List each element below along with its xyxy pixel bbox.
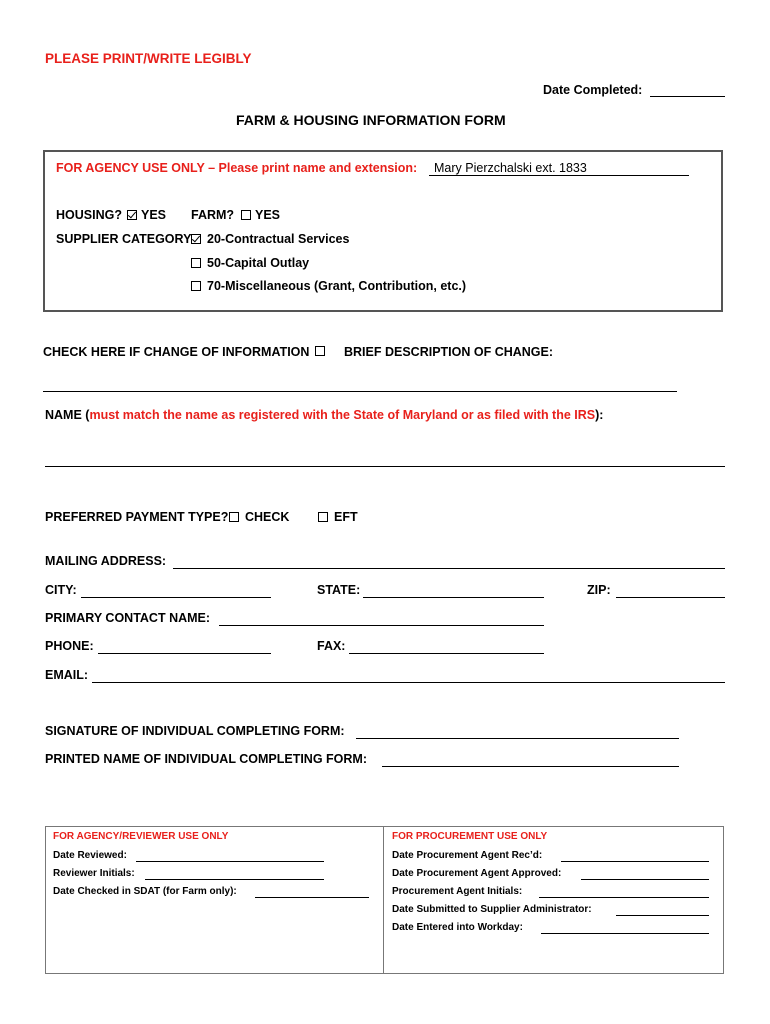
payment-eft-label: EFT — [334, 510, 358, 524]
reviewer-initials-label: Reviewer Initials: — [53, 868, 135, 879]
state-field[interactable] — [363, 597, 544, 598]
phone-field[interactable] — [98, 653, 271, 654]
agency-name-underline — [429, 175, 689, 176]
legibility-notice: PLEASE PRINT/WRITE LEGIBLY — [45, 51, 252, 66]
date-completed-field[interactable] — [650, 96, 725, 97]
entered-workday-label: Date Entered into Workday: — [392, 922, 523, 933]
fax-field[interactable] — [349, 653, 544, 654]
printed-name-field[interactable] — [382, 766, 679, 767]
change-info-checkbox[interactable] — [315, 346, 325, 356]
reviewer-initials-field[interactable] — [145, 879, 324, 880]
mailing-address-field[interactable] — [173, 568, 725, 569]
email-field[interactable] — [92, 682, 725, 683]
change-description-label: BRIEF DESCRIPTION OF CHANGE: — [344, 345, 554, 359]
date-checked-sdat-label: Date Checked in SDAT (for Farm only): — [53, 886, 237, 897]
housing-yes-label: YES — [141, 208, 167, 222]
entered-workday-field[interactable] — [541, 933, 709, 934]
agency-name-value[interactable]: Mary Pierzchalski ext. 1833 — [434, 161, 587, 175]
mailing-address-label: MAILING ADDRESS: — [45, 554, 167, 568]
date-reviewed-field[interactable] — [136, 861, 324, 862]
farm-yes-label: YES — [255, 208, 281, 222]
reviewer-heading: FOR AGENCY/REVIEWER USE ONLY — [53, 831, 229, 842]
agent-initials-label: Procurement Agent Initials: — [392, 886, 523, 897]
payment-check-label: CHECK — [245, 510, 290, 524]
internal-use-box — [45, 826, 724, 974]
category-70-label: 70-Miscellaneous (Grant, Contribution, etc.) — [207, 279, 467, 293]
agent-recd-field[interactable] — [561, 861, 709, 862]
housing-yes-checkbox[interactable] — [127, 210, 137, 220]
payment-check-checkbox[interactable] — [229, 512, 239, 522]
agent-initials-field[interactable] — [539, 897, 709, 898]
category-70-checkbox[interactable] — [191, 281, 201, 291]
date-completed-label: Date Completed: — [543, 83, 643, 97]
change-info-label: CHECK HERE IF CHANGE OF INFORMATION — [43, 345, 310, 359]
payment-eft-checkbox[interactable] — [318, 512, 328, 522]
name-label: NAME (must match the name as registered with the State of Maryland or as filed with the IRS): — [45, 408, 604, 422]
primary-contact-label: PRIMARY CONTACT NAME: — [45, 611, 211, 625]
city-field[interactable] — [81, 597, 271, 598]
farm-label: FARM? — [191, 208, 235, 222]
housing-label: HOUSING? — [56, 208, 122, 222]
change-description-field[interactable] — [43, 391, 677, 392]
category-20-label: 20-Contractual Services — [207, 232, 350, 246]
agent-approved-label: Date Procurement Agent Approved: — [392, 868, 562, 879]
state-label: STATE: — [317, 583, 361, 597]
name-field[interactable] — [45, 466, 725, 467]
payment-type-label: PREFERRED PAYMENT TYPE? — [45, 510, 229, 524]
procurement-heading: FOR PROCUREMENT USE ONLY — [392, 831, 548, 842]
primary-contact-field[interactable] — [219, 625, 544, 626]
category-20-checkbox[interactable] — [191, 234, 201, 244]
signature-label: SIGNATURE OF INDIVIDUAL COMPLETING FORM: — [45, 724, 345, 738]
agent-approved-field[interactable] — [581, 879, 709, 880]
signature-field[interactable] — [356, 738, 679, 739]
fax-label: FAX: — [317, 639, 346, 653]
agency-name-label: FOR AGENCY USE ONLY – Please print name and extension: — [56, 161, 418, 175]
date-reviewed-label: Date Reviewed: — [53, 850, 127, 861]
zip-label: ZIP: — [587, 583, 611, 597]
submitted-supplier-admin-label: Date Submitted to Supplier Administrator: — [392, 904, 592, 915]
printed-name-label: PRINTED NAME OF INDIVIDUAL COMPLETING FORM: — [45, 752, 367, 766]
submitted-supplier-admin-field[interactable] — [616, 915, 709, 916]
email-label: EMAIL: — [45, 668, 89, 682]
farm-yes-checkbox[interactable] — [241, 210, 251, 220]
supplier-category-label: SUPPLIER CATEGORY — [56, 232, 192, 246]
zip-field[interactable] — [616, 597, 725, 598]
form-title: FARM & HOUSING INFORMATION FORM — [236, 112, 506, 128]
date-checked-sdat-field[interactable] — [255, 897, 369, 898]
internal-use-divider — [383, 827, 384, 973]
city-label: CITY: — [45, 583, 77, 597]
phone-label: PHONE: — [45, 639, 94, 653]
category-50-checkbox[interactable] — [191, 258, 201, 268]
name-requirement-note: must match the name as registered with the State of Maryland or as filed with the IRS — [89, 408, 596, 422]
category-50-label: 50-Capital Outlay — [207, 256, 310, 270]
agent-recd-label: Date Procurement Agent Rec’d: — [392, 850, 543, 861]
